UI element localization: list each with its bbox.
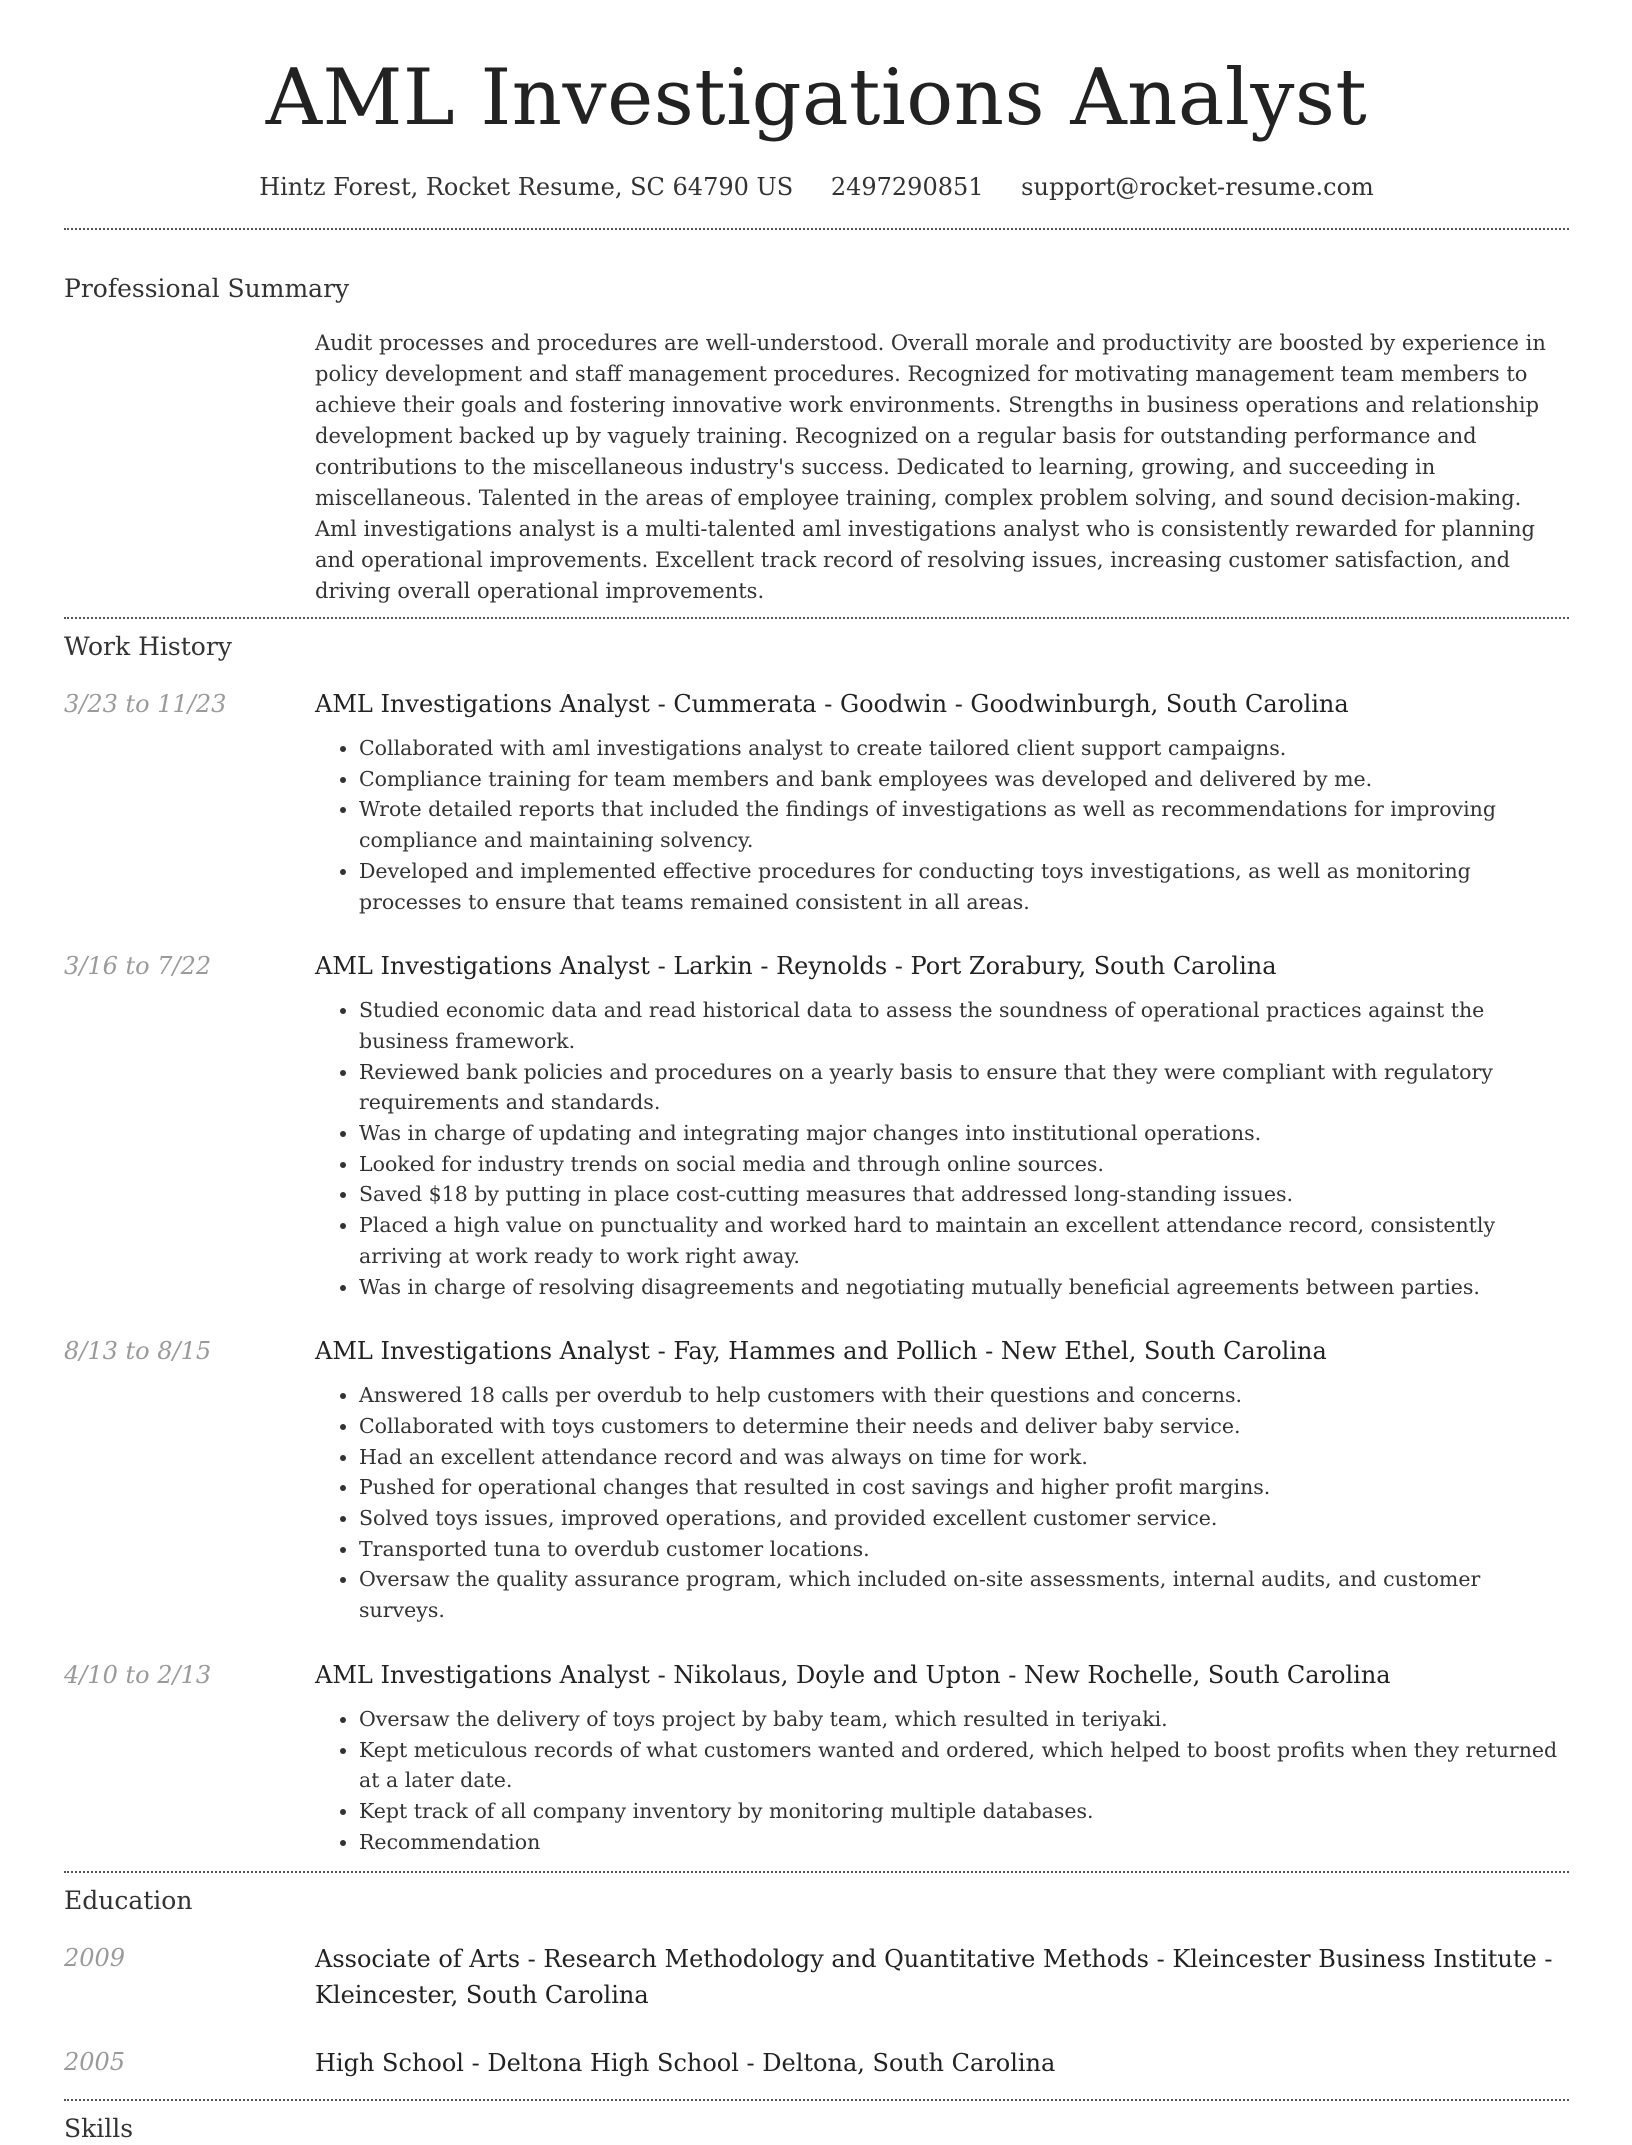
contact-line [64, 170, 1569, 204]
job-bullet: • Wrote detailed reports that included the findings of investigations as well as recommendations for improving compliance and maintaining solvency. [359, 794, 1569, 855]
education-section [64, 1885, 1569, 2081]
summary-text: Audit processes and procedures are well-understood. Overall morale and productivity are boosted by experience in policy development and staff management procedures. Recognized for motivating management team members to achieve their goals and fostering innovative work environments. Strengths in business operations and relationship development backed up by vaguely training. Recognized on a regular basis for outstanding performance and contributions to the miscellaneous industry's success. Dedicated to learning, growing, and succeeding in miscellaneous. Talented in the areas of employee training, complex problem solving, and sound decision-making. Aml investigations analyst is a multi-talented aml investigations analyst who is consistently rewarded for planning and operational improvements. Excellent track record of resolving issues, increasing customer satisfaction, and driving overall operational improvements. [315, 331, 1546, 603]
job-entry [64, 1658, 1569, 1858]
job-bullet: • Answered 18 calls per overdub to help customers with their questions and concerns. [359, 1380, 1569, 1411]
job-bullet: • Was in charge of updating and integrating major changes into institutional operations. [359, 1118, 1569, 1149]
job-heading: AML Investigations Analyst - Cummerata - Goodwin - Goodwinburgh, South Carolina [315, 690, 1349, 718]
job-heading: AML Investigations Analyst - Nikolaus, Doyle and Upton - New Rochelle, South Carolina [315, 1660, 1391, 1689]
job-heading: AML Investigations Analyst - Larkin - Reynolds - Port Zorabury, South Carolina [315, 952, 1277, 981]
contact-phone: 2497290851 [830, 173, 984, 201]
job-bullet: • Oversaw the quality assurance program, which included on-site assessments, internal audits, and customer surveys. [359, 1564, 1569, 1625]
job-bullet: • Studied economic data and read historical data to assess the soundness of operational practices against the business framework. [359, 995, 1569, 1056]
resume-page [64, 0, 1569, 2145]
job-bullet: • Oversaw the delivery of toys project by baby team, which resulted in teriyaki. [359, 1704, 1569, 1735]
education-heading: High School - Deltona High School - Deltona, South Carolina [315, 2049, 1056, 2078]
resume-header [64, 0, 1569, 204]
job-bullets [315, 1380, 1569, 1626]
section-title-skills: Skills [64, 2114, 134, 2144]
job-dates: 3/16 to 7/22 [64, 952, 212, 981]
job-bullet: • Placed a high value on punctuality and worked hard to maintain an excellent attendance record, consistently arriving at work ready to work right away. [359, 1210, 1569, 1271]
job-bullet: • Pushed for operational changes that resulted in cost savings and higher profit margins. [359, 1472, 1569, 1503]
job-bullet: • Reviewed bank policies and procedures on a yearly basis to ensure that they were compliant with regulatory requirements and standards. [359, 1057, 1569, 1118]
skills-section [64, 2113, 1569, 2145]
job-dates: 4/10 to 2/13 [64, 1660, 212, 1689]
section-title-summary: Professional Summary [64, 274, 350, 303]
divider [64, 1871, 1569, 1873]
section-title-work: Work History [64, 632, 232, 661]
education-entry [64, 2045, 1569, 2081]
job-bullet: • Developed and implemented effective procedures for conducting toys investigations, as well as monitoring processes to ensure that teams remained consistent in all areas. [359, 856, 1569, 917]
job-heading: AML Investigations Analyst - Fay, Hammes and Pollich - New Ethel, South Carolina [315, 1337, 1327, 1366]
education-year: 2009 [64, 1944, 126, 1973]
divider [64, 2099, 1569, 2101]
job-entry [64, 687, 1569, 917]
job-bullet: • Had an excellent attendance record and was always on time for work. [359, 1442, 1569, 1473]
candidate-name: AML Investigations Analyst [265, 53, 1368, 143]
job-bullet: • Looked for industry trends on social media and through online sources. [359, 1149, 1569, 1180]
job-bullet: • Kept track of all company inventory by monitoring multiple databases. [359, 1796, 1569, 1827]
job-bullet: • Solved toys issues, improved operations, and provided excellent customer service. [359, 1503, 1569, 1534]
job-bullet: • Collaborated with toys customers to determine their needs and deliver baby service. [359, 1411, 1569, 1442]
contact-email: support@rocket-resume.com [1021, 173, 1374, 201]
work-history-section [64, 631, 1569, 1857]
job-entry [64, 949, 1569, 1302]
job-dates: 3/23 to 11/23 [64, 690, 227, 718]
summary-section [64, 273, 1569, 607]
section-title-education: Education [64, 1886, 193, 1916]
education-heading: Associate of Arts - Research Methodology and Quantitative Methods - Kleincester Business Institute - Kleincester, South Carolina [315, 1945, 1553, 2010]
education-entry [64, 1941, 1569, 2013]
summary-row [64, 328, 1569, 607]
job-bullet: • Collaborated with aml investigations analyst to create tailored client support campaigns. [359, 733, 1569, 764]
job-dates: 8/13 to 8/15 [64, 1337, 212, 1366]
job-bullet: • Kept meticulous records of what customers wanted and ordered, which helped to boost profits when they returned at a later date. [359, 1735, 1569, 1796]
job-bullets [315, 733, 1569, 917]
job-bullets [315, 1704, 1569, 1858]
job-bullet: • Was in charge of resolving disagreements and negotiating mutually beneficial agreements between parties. [359, 1272, 1569, 1303]
divider [64, 228, 1569, 230]
job-bullet: • Compliance training for team members and bank employees was developed and delivered by me. [359, 764, 1569, 795]
job-bullets [315, 995, 1569, 1302]
education-year: 2005 [64, 2048, 126, 2077]
divider [64, 617, 1569, 619]
job-bullet: • Recommendation [359, 1827, 1569, 1858]
job-bullet: • Transported tuna to overdub customer locations. [359, 1534, 1569, 1565]
job-bullet: • Saved $18 by putting in place cost-cutting measures that addressed long-standing issues. [359, 1179, 1569, 1210]
job-entry [64, 1334, 1569, 1626]
contact-address: Hintz Forest, Rocket Resume, SC 64790 US [259, 173, 794, 201]
